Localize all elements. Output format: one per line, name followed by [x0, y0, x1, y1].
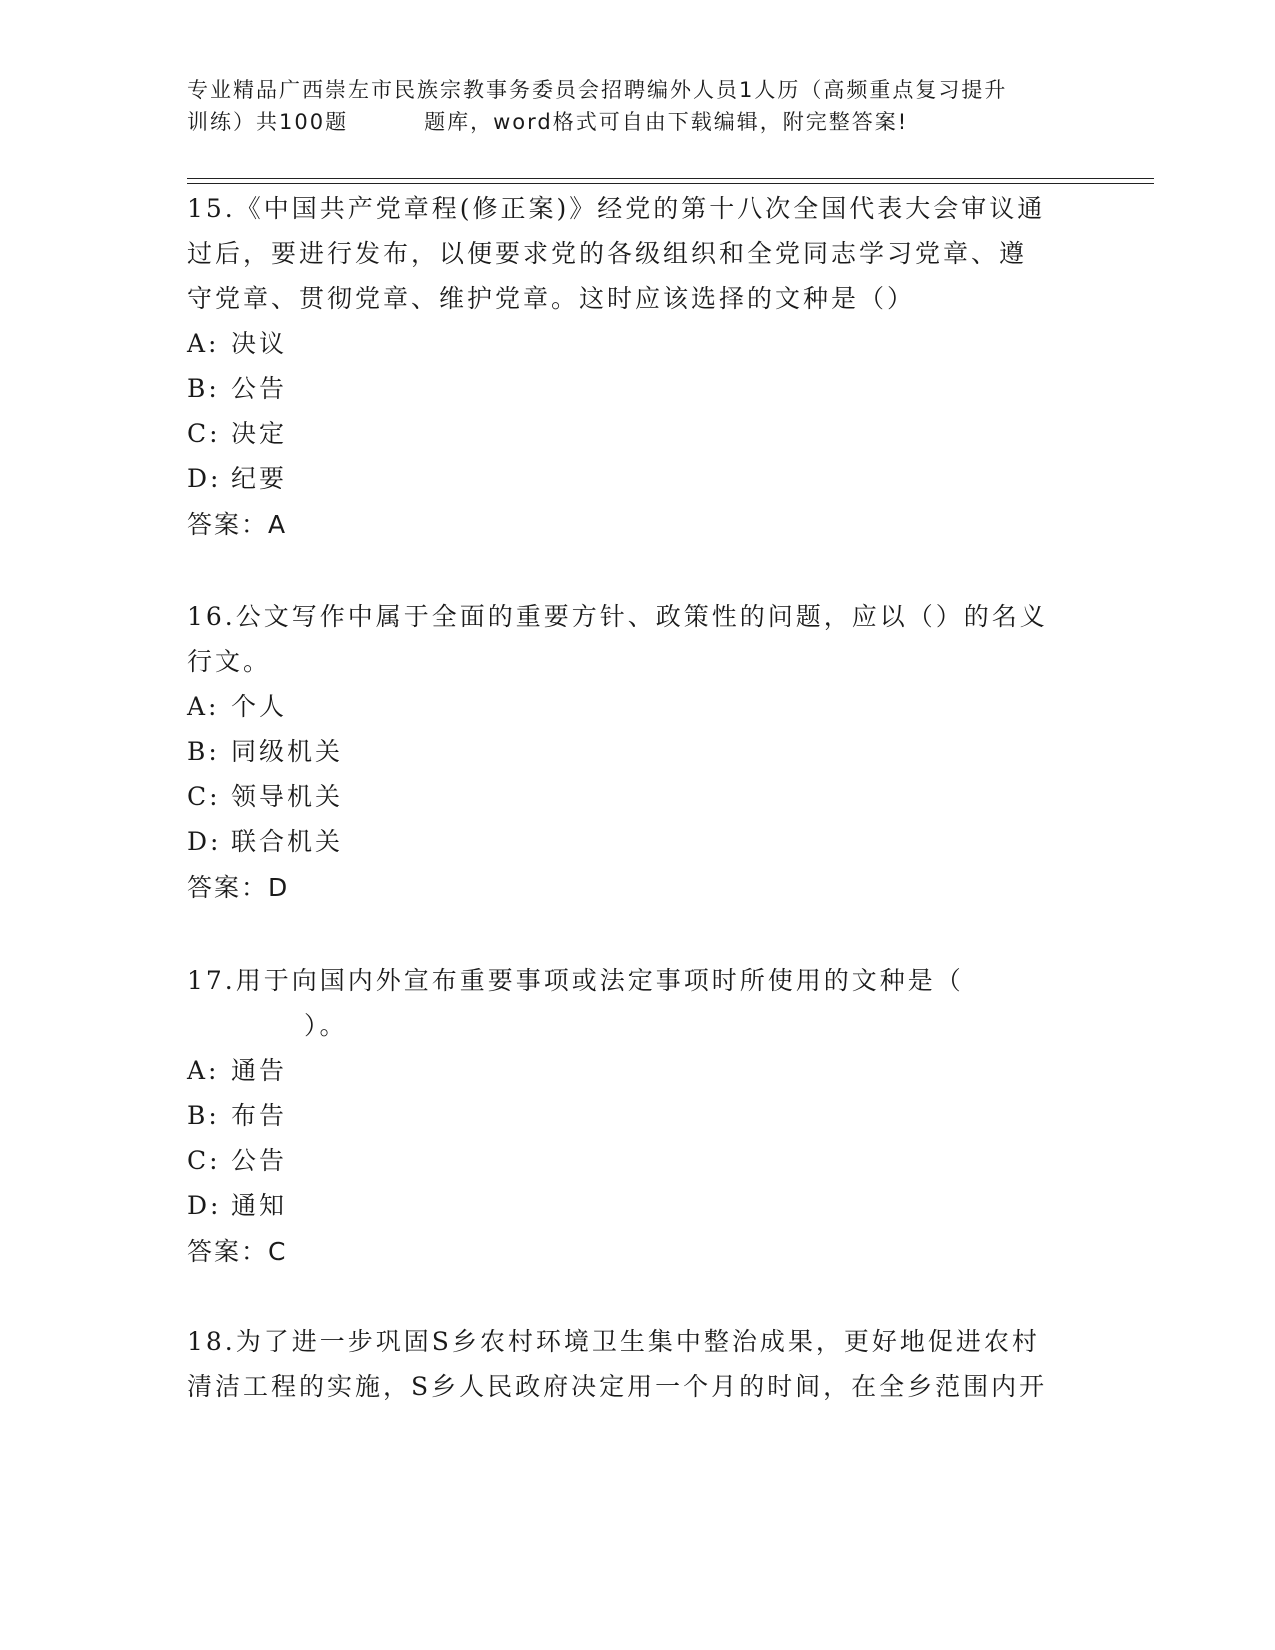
option-a [187, 1048, 1087, 1093]
header-divider-top [187, 178, 1154, 179]
option-text: 通告 [231, 1056, 288, 1085]
option-text: 领导机关 [231, 782, 344, 811]
question-15 [187, 186, 1087, 549]
option-letter: D: [187, 1191, 222, 1220]
option-letter: D: [187, 827, 222, 856]
option-text: 同级机关 [231, 737, 344, 766]
answer-line: 答案：A [187, 510, 288, 539]
option-d [187, 456, 1087, 501]
question-text-line: ）。 [304, 1011, 348, 1040]
option-b [187, 1093, 1087, 1138]
question-text-line: 清洁工程的实施，S乡人民政府决定用一个月的时间，在全乡范围内开 [187, 1372, 1048, 1401]
option-d [187, 819, 1087, 864]
question-17 [187, 958, 1087, 1276]
header-divider-bottom [187, 183, 1154, 184]
option-c [187, 411, 1087, 456]
option-letter: C: [187, 1146, 221, 1175]
option-text: 决议 [231, 329, 288, 358]
answer-line: 答案：D [187, 873, 290, 902]
option-text: 联合机关 [231, 827, 344, 856]
question-text-line: 16.公文写作中属于全面的重要方针、政策性的问题，应以（）的名义 [187, 602, 1048, 631]
option-b [187, 366, 1087, 411]
option-text: 决定 [231, 419, 288, 448]
answer-line: 答案：C [187, 1237, 288, 1266]
option-text: 公告 [231, 374, 288, 403]
option-text: 个人 [231, 692, 288, 721]
question-text-line: 行文。 [187, 647, 272, 676]
question-text-line: 17.用于向国内外宣布重要事项或法定事项时所使用的文种是（ [187, 966, 964, 995]
question-text-line: 15.《中国共产党章程(修正案)》经党的第十八次全国代表大会审议通 [187, 194, 1046, 223]
option-b [187, 729, 1087, 774]
option-letter: B: [187, 374, 220, 403]
option-letter: A: [187, 329, 220, 358]
option-text: 布告 [231, 1101, 288, 1130]
option-a [187, 321, 1087, 366]
option-letter: D: [187, 464, 222, 493]
option-letter: A: [187, 692, 220, 721]
option-letter: C: [187, 419, 221, 448]
option-text: 纪要 [231, 464, 288, 493]
option-a [187, 684, 1087, 729]
option-letter: B: [187, 1101, 220, 1130]
header-title-line-1: 专业精品广西崇左市民族宗教事务委员会招聘编外人员1人历（高频重点复习提升 [187, 78, 1008, 102]
option-c [187, 1138, 1087, 1183]
question-text-line: 守党章、贯彻党章、维护党章。这时应该选择的文种是（） [187, 284, 916, 313]
question-text-line: 18.为了进一步巩固S乡农村环境卫生集中整治成果，更好地促进农村 [187, 1327, 1040, 1356]
option-letter: A: [187, 1056, 220, 1085]
question-18 [187, 1319, 1087, 1409]
question-text-line: 过后，要进行发布，以便要求党的各级组织和全党同志学习党章、遵 [187, 239, 1028, 268]
option-d [187, 1183, 1087, 1228]
page-header [187, 74, 1087, 138]
option-text: 公告 [231, 1146, 288, 1175]
header-title-line-2 [187, 106, 1087, 138]
header-title-line-2-part-1: 训练）共100题 [187, 110, 349, 134]
option-letter: B: [187, 737, 220, 766]
question-16 [187, 594, 1087, 912]
option-c [187, 774, 1087, 819]
header-title-line-2-part-2: 题库，word格式可自由下载编辑，附完整答案! [424, 110, 909, 134]
option-letter: C: [187, 782, 221, 811]
option-text: 通知 [231, 1191, 288, 1220]
